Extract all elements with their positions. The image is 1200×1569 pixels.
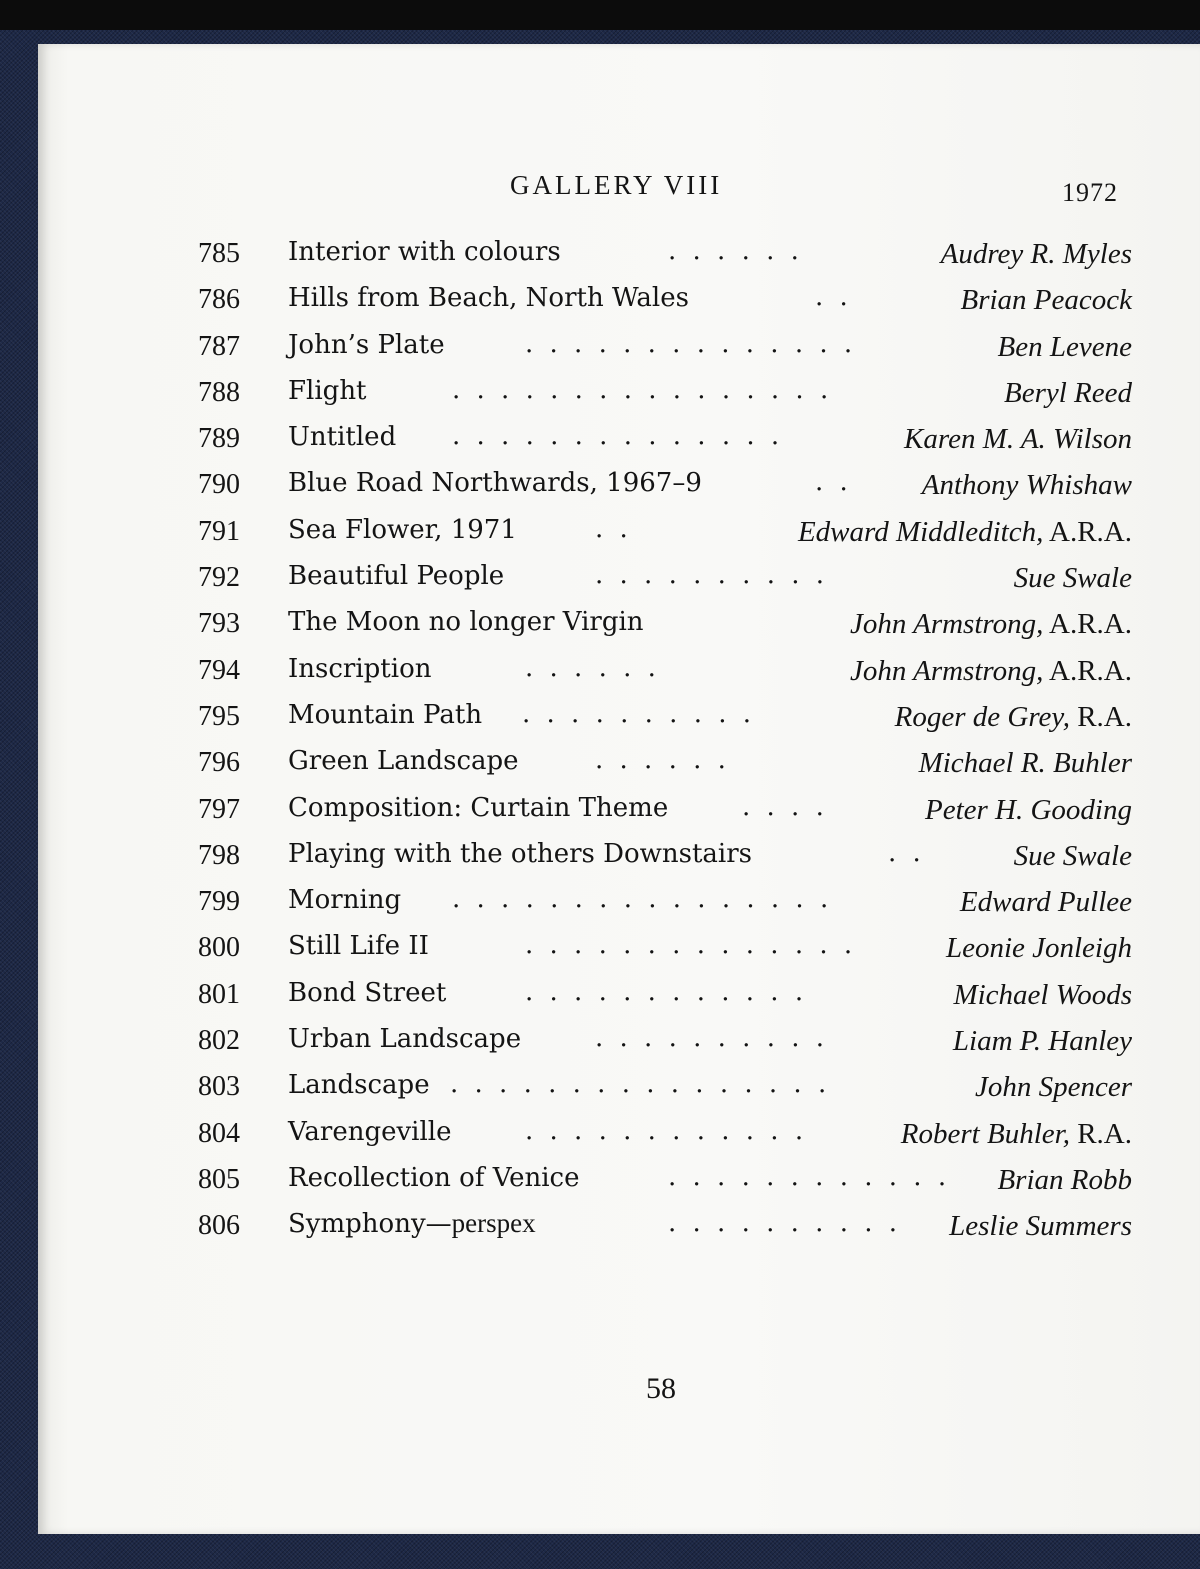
dot-leader: . . . . . . . . . .	[595, 560, 829, 591]
artist-honours: A.R.A.	[1049, 654, 1132, 687]
entry-artist: Ben Levene	[997, 330, 1132, 363]
entry-artist: Liam P. Hanley	[952, 1025, 1132, 1058]
entry-title: Inscription	[288, 653, 432, 684]
entry-number: 797	[198, 793, 240, 825]
entry-medium: perspex	[451, 1208, 536, 1239]
entry-title: Symphony—perspex	[288, 1208, 536, 1240]
entry-artist: John Spencer	[974, 1071, 1132, 1104]
catalogue-entry	[0, 514, 1200, 560]
entry-artist: Leonie Jonleigh	[945, 932, 1132, 965]
dot-leader: . . . . . . . . . . . . . .	[452, 421, 784, 452]
entry-title: Flight	[288, 375, 367, 406]
catalogue-entry	[0, 282, 1200, 328]
dot-leader: . . . . . . . . . . . .	[525, 1115, 808, 1146]
dot-leader: . .	[815, 282, 852, 313]
dot-leader: . .	[595, 513, 632, 544]
entry-number: 798	[198, 839, 240, 871]
entry-artist: Leslie Summers	[949, 1210, 1132, 1243]
entry-artist: Brian Robb	[997, 1163, 1132, 1196]
entry-artist: Roger de Grey, R.A.	[894, 700, 1132, 733]
entry-title: Playing with the others Downstairs	[288, 838, 752, 869]
catalogue-entry	[0, 236, 1200, 282]
entry-title: Recollection of Venice	[288, 1162, 580, 1193]
entry-title: Blue Road Northwards, 1967–9	[288, 468, 702, 499]
entry-artist: Karen M. A. Wilson	[904, 423, 1132, 456]
exhibition-year: 1972	[1062, 178, 1118, 207]
entry-number: 786	[198, 284, 240, 316]
catalogue-entry	[0, 329, 1200, 375]
entry-artist: Sue Swale	[1013, 562, 1132, 595]
catalogue-entry	[0, 375, 1200, 421]
entry-number: 805	[198, 1163, 240, 1195]
entry-title: Hills from Beach, North Wales	[288, 283, 689, 314]
entry-number: 790	[198, 469, 240, 501]
dot-leader: . . . . . . . . . . . .	[525, 976, 808, 1007]
catalogue-entry	[0, 1116, 1200, 1162]
dot-leader: . . . . . .	[668, 236, 803, 266]
entry-number: 806	[198, 1210, 240, 1242]
catalogue-entry	[0, 838, 1200, 884]
entry-number: 787	[198, 330, 240, 362]
entry-title: The Moon no longer Virgin	[288, 607, 644, 638]
entry-number: 792	[198, 562, 240, 594]
entry-artist: Michael R. Buhler	[918, 747, 1132, 780]
entry-artist: John Armstrong, A.R.A.	[850, 654, 1132, 687]
artist-honours: A.R.A.	[1049, 608, 1132, 641]
catalogue-entry	[0, 421, 1200, 467]
dot-leader: . . . . . . . . . . . . . .	[525, 328, 857, 359]
entry-artist: Audrey R. Myles	[940, 238, 1132, 270]
dot-leader: . . . . . . . . . . . . . . . .	[452, 374, 833, 405]
catalogue-entry	[0, 930, 1200, 976]
catalogue-entry	[0, 653, 1200, 699]
entry-title: Landscape	[288, 1070, 430, 1101]
entry-number: 804	[198, 1117, 240, 1149]
catalogue-entry	[0, 699, 1200, 745]
entry-number: 803	[198, 1071, 240, 1103]
dot-leader: . . . . . . . . . . . . . .	[525, 930, 857, 961]
catalogue-list	[0, 236, 1200, 1255]
catalogue-entry	[0, 1023, 1200, 1069]
entry-title: Beautiful People	[288, 561, 505, 592]
dot-leader: . . . . . . . . . .	[668, 1208, 902, 1239]
catalogue-entry	[0, 884, 1200, 930]
dot-leader: . . . . . . . . . . . . . . . .	[450, 1069, 831, 1100]
dot-leader: . . . . . . . . . .	[522, 698, 756, 729]
dot-leader: . . . . . . . . . . . .	[668, 1161, 951, 1192]
entry-number: 793	[198, 608, 240, 640]
entry-artist: Michael Woods	[953, 978, 1132, 1011]
catalogue-entry	[0, 1162, 1200, 1208]
entry-title: Varengeville	[288, 1116, 452, 1147]
entry-number: 802	[198, 1025, 240, 1057]
entry-artist: Sue Swale	[1013, 839, 1132, 872]
entry-title: Mountain Path	[288, 699, 483, 730]
catalogue-entry	[0, 792, 1200, 838]
entry-title: Untitled	[288, 422, 397, 453]
entry-artist: Beryl Reed	[1003, 376, 1132, 409]
catalogue-entry	[0, 745, 1200, 791]
entry-title: Urban Landscape	[288, 1024, 522, 1055]
entry-title: Composition: Curtain Theme	[288, 792, 669, 823]
entry-artist: Peter H. Gooding	[925, 793, 1132, 826]
entry-title: Morning	[288, 885, 402, 916]
entry-title: Interior with colours	[288, 237, 561, 267]
entry-number: 801	[198, 978, 240, 1010]
entry-number: 796	[198, 747, 240, 779]
entry-title: Green Landscape	[288, 746, 519, 777]
entry-number: 789	[198, 423, 240, 455]
entry-artist: Brian Peacock	[960, 284, 1132, 317]
catalogue-entry	[0, 606, 1200, 652]
entry-number: 794	[198, 654, 240, 686]
entry-artist: Anthony Whishaw	[921, 469, 1132, 502]
dot-leader: . . . . . .	[525, 652, 660, 683]
entry-title: Still Life II	[288, 931, 429, 962]
entry-title: John’s Plate	[288, 329, 445, 360]
artist-honours: A.R.A.	[1049, 515, 1132, 548]
dot-leader: . . . . . . . . . . . . . . . .	[452, 884, 833, 915]
catalogue-entry	[0, 1208, 1200, 1254]
entry-artist: John Armstrong, A.R.A.	[850, 608, 1132, 641]
entry-number: 788	[198, 376, 240, 408]
entry-number: 800	[198, 932, 240, 964]
catalogue-entry	[0, 467, 1200, 513]
entry-number: 799	[198, 886, 240, 918]
entry-artist: Edward Pullee	[959, 886, 1132, 919]
catalogue-entry	[0, 977, 1200, 1023]
artist-honours: R.A.	[1077, 1117, 1132, 1150]
dot-leader: . . . . . .	[595, 745, 730, 776]
entry-title: Sea Flower, 1971	[288, 514, 517, 545]
entry-number: 795	[198, 700, 240, 732]
entry-artist: Robert Buhler, R.A.	[900, 1117, 1132, 1150]
catalogue-entry	[0, 560, 1200, 606]
dot-leader: . .	[815, 467, 852, 498]
entry-artist: Edward Middleditch, A.R.A.	[797, 515, 1132, 548]
catalogue-entry	[0, 1069, 1200, 1115]
entry-number: 791	[198, 515, 240, 547]
gallery-heading: GALLERY VIII	[510, 170, 723, 200]
entry-number: 785	[198, 238, 240, 269]
entry-title: Bond Street	[288, 977, 447, 1008]
artist-honours: R.A.	[1077, 700, 1132, 733]
page-number: 58	[646, 1372, 676, 1405]
dot-leader: . . . . . . . . . .	[595, 1023, 829, 1054]
dot-leader: . . . .	[742, 791, 828, 822]
dot-leader: . .	[888, 837, 925, 868]
